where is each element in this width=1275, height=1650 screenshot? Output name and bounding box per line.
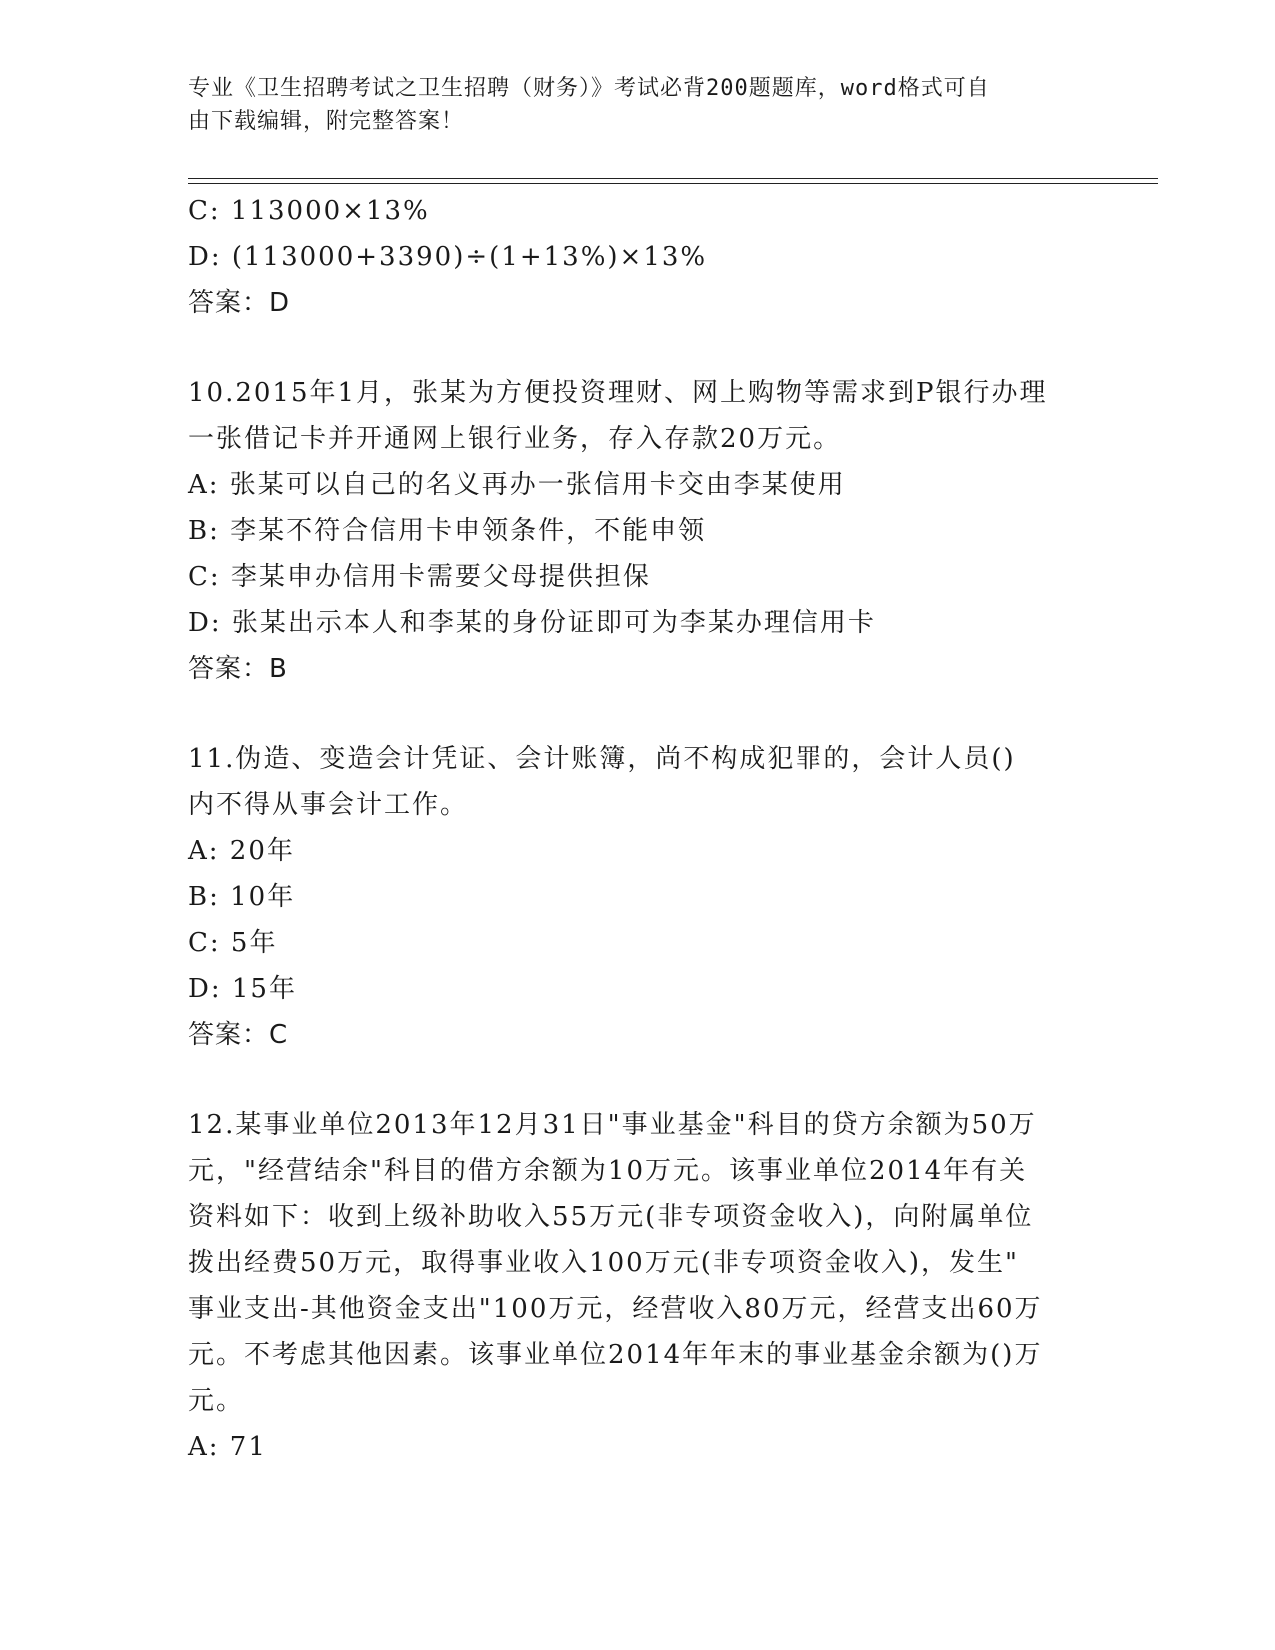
option-d: D: 15年 xyxy=(188,974,297,1004)
answer-line: 答案：D xyxy=(188,288,291,318)
spacer xyxy=(188,1058,1088,1102)
question-9-fragment xyxy=(188,188,1088,326)
question-stem: 元，"经营结余"科目的借方余额为10万元。该事业单位2014年有关 xyxy=(188,1156,1028,1186)
answer-line: 答案：C xyxy=(188,1020,289,1050)
question-10 xyxy=(188,370,1088,692)
option-a: A: 20年 xyxy=(188,836,295,866)
option-c: C: 5年 xyxy=(188,928,278,958)
question-stem: 资料如下：收到上级补助收入55万元(非专项资金收入)，向附属单位 xyxy=(188,1202,1034,1232)
question-stem: 10.2015年1月，张某为方便投资理财、网上购物等需求到P银行办理 xyxy=(188,378,1048,408)
option-a: A: 71 xyxy=(188,1432,267,1462)
option-a: A: 张某可以自己的名义再办一张信用卡交由李某使用 xyxy=(188,470,846,500)
question-list xyxy=(188,188,1088,1470)
question-stem: 元。不考虑其他因素。该事业单位2014年年末的事业基金余额为()万 xyxy=(188,1340,1043,1370)
answer-line: 答案：B xyxy=(188,654,288,684)
option-c: C: 113000×13% xyxy=(188,196,430,226)
question-stem: 11.伪造、变造会计凭证、会计账簿，尚不构成犯罪的，会计人员() xyxy=(188,744,1016,774)
option-d: D: 张某出示本人和李某的身份证即可为李某办理信用卡 xyxy=(188,608,876,638)
header-title-line-2: 由下载编辑，附完整答案！ xyxy=(188,109,465,134)
question-12 xyxy=(188,1102,1088,1470)
question-stem: 一张借记卡并开通网上银行业务，存入存款20万元。 xyxy=(188,424,842,454)
question-11 xyxy=(188,736,1088,1058)
question-stem: 拨出经费50万元，取得事业收入100万元(非专项资金收入)，发生" xyxy=(188,1248,1019,1278)
spacer xyxy=(188,326,1088,370)
question-stem: 12.某事业单位2013年12月31日"事业基金"科目的贷方余额为50万 xyxy=(188,1110,1037,1140)
header-divider-bottom xyxy=(188,183,1158,184)
spacer xyxy=(188,692,1088,736)
question-stem: 内不得从事会计工作。 xyxy=(188,790,469,820)
question-stem: 元。 xyxy=(188,1386,245,1416)
header-divider-top xyxy=(188,178,1158,179)
question-stem: 事业支出-其他资金支出"100万元，经营收入80万元，经营支出60万 xyxy=(188,1294,1043,1324)
option-b: B: 10年 xyxy=(188,882,296,912)
document-header xyxy=(188,72,1068,138)
option-c: C: 李某申办信用卡需要父母提供担保 xyxy=(188,562,651,592)
option-b: B: 李某不符合信用卡申领条件，不能申领 xyxy=(188,516,707,546)
option-d: D: (113000+3390)÷(1+13%)×13% xyxy=(188,242,708,272)
header-title-line-1: 专业《卫生招聘考试之卫生招聘（财务）》考试必背200题题库，word格式可自 xyxy=(188,76,990,101)
